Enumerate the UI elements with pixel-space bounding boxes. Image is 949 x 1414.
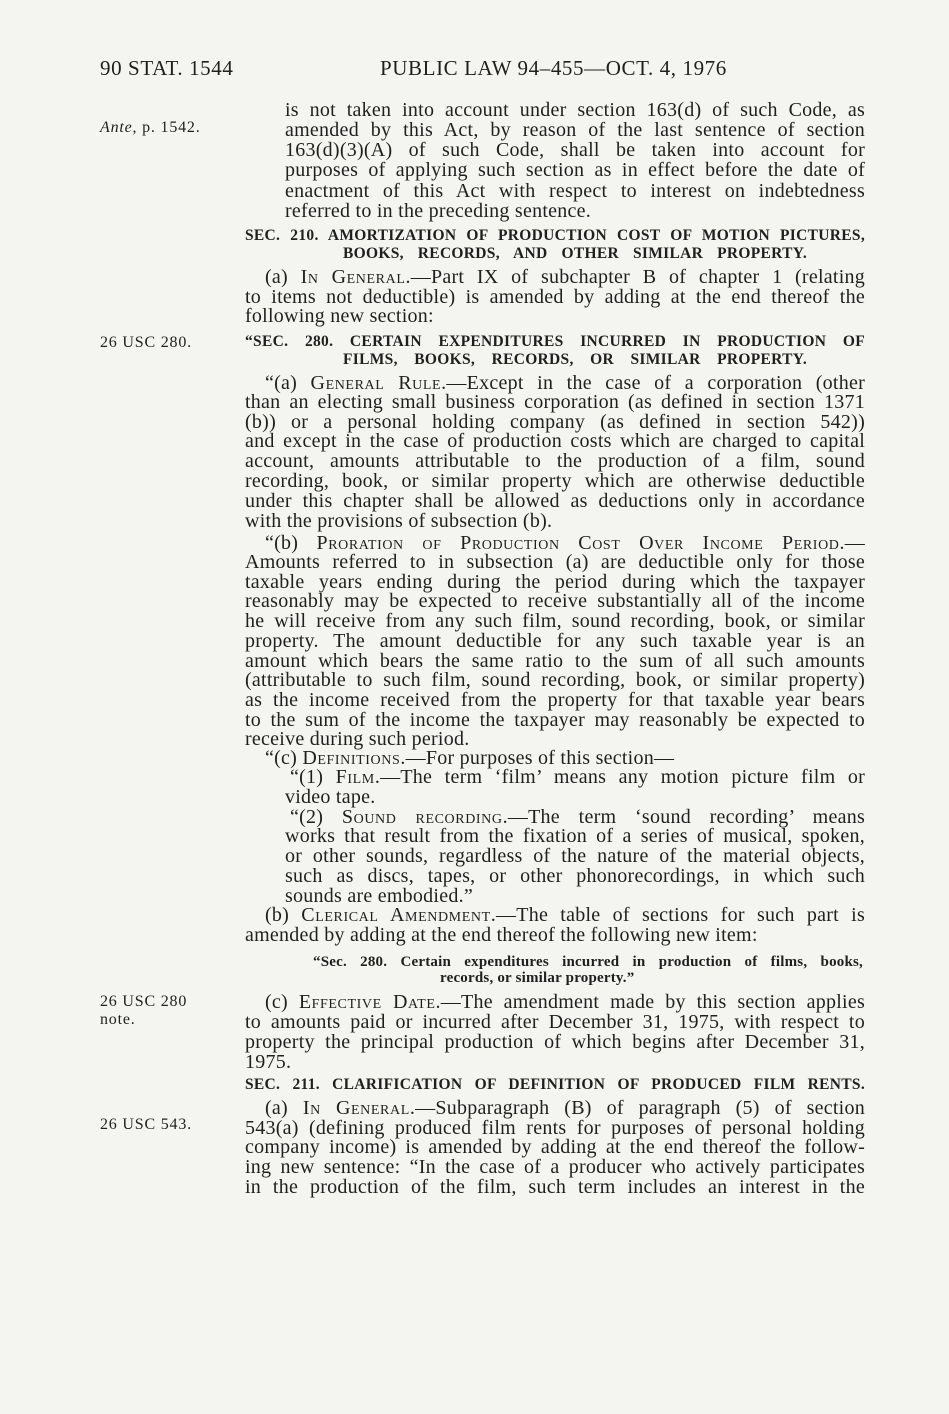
sec-210-heading: SEC. 210. AMORTIZATION OF PRODUCTION COST OF MOTION PICTURES, — [245, 227, 865, 244]
sec-280-subsection-a-line: account, amounts attributable to the production of a film, sound — [245, 450, 865, 472]
definition-film — [290, 766, 865, 788]
carryover-line: amended by this Act, by reason of the last sentence of section — [285, 119, 865, 141]
subsection-number: (b) — [265, 904, 302, 926]
subsection-text: .—The table of sections for such part is — [490, 904, 865, 926]
subsection-caption: Proration of Production Cost Over Income Period — [316, 532, 840, 554]
subsection-text: .—The amendment made by this section applies — [435, 991, 866, 1013]
law-title-header: PUBLIC LAW 94–455—OCT. 4, 1976 — [380, 56, 727, 80]
sec-210-subsection-a-line: following new section: — [245, 305, 434, 327]
sec-280-subsection-a-line: (b)) or a personal holding company (as defined in section 542)) — [245, 411, 865, 433]
sec-211-subsection-a-line: company income) is amended by adding at the end thereof the follow- — [245, 1136, 865, 1158]
subsection-caption: General Rule — [310, 372, 442, 394]
subsection-text: .—Part IX of subchapter B of chapter 1 (relating — [405, 266, 865, 288]
sec-280-subsection-b-line: taxable years ending during the period during which the taxpayer — [245, 571, 865, 593]
paragraph-text: .—The term ‘film’ means any motion picture film or — [374, 766, 865, 788]
paragraph-text: .—The term ‘sound recording’ means — [502, 806, 865, 828]
sec-280-subsection-b-line: (attributable to such film, sound recording, book, or similar property) — [245, 669, 865, 691]
definition-sound-recording-line: works that result from the fixation of a series of musical, spoken, — [285, 825, 865, 847]
margin-note-usc-280-note-line2: note. — [100, 1011, 136, 1028]
margin-note-usc-280: 26 USC 280. — [100, 334, 192, 351]
sec-210-heading: BOOKS, RECORDS, AND OTHER SIMILAR PROPERTY. — [343, 245, 807, 262]
sec-280-subsection-b-line: reasonably may be expected to receive substantially all of the income — [245, 590, 865, 612]
subsection-text: .—Subparagraph (B) of paragraph (5) of section — [409, 1097, 865, 1119]
subsection-caption: Clerical Amendment — [301, 904, 491, 926]
margin-note-usc-280-note-line1: 26 USC 280 — [100, 993, 188, 1010]
sec-280-subsection-a-line: under this chapter shall be allowed as deductions only in accordance — [245, 490, 865, 512]
subsection-caption: Definitions — [302, 747, 401, 769]
sec-280-subsection-b-line: Amounts referred to in subsection (a) are deductible only for those — [245, 551, 865, 573]
carryover-line: enactment of this Act with respect to interest on indebtedness — [285, 180, 865, 202]
subsection-number: “(a) — [265, 372, 311, 394]
subsection-number: (a) — [265, 266, 301, 288]
subsection-text: .—Except in the case of a corporation (other — [441, 372, 865, 394]
sec-280-subsection-a-line: than an electing small business corporation (as defined in section 1371 — [245, 391, 865, 413]
sec-211-subsection-a — [265, 1097, 865, 1119]
sec-211-subsection-a-line: ing new sentence: “In the case of a producer who actively participates — [245, 1156, 865, 1178]
definition-sound-recording-line: such as discs, tapes, or other phonorecordings, in which such — [285, 865, 865, 887]
sec-280-subsection-a-line: with the provisions of subsection (b). — [245, 510, 553, 532]
carryover-line: purposes of applying such section as in effect before the date of — [285, 159, 865, 181]
sec-280-subsection-b-line: property. The amount deductible for any such taxable year is an — [245, 630, 865, 652]
sec-280-subsection-b-line: amount which bears the same ratio to the sum of all such amounts — [245, 650, 865, 672]
subsection-number: (c) — [265, 991, 299, 1013]
subsection-caption: In General — [300, 266, 406, 288]
sec-210-subsection-c — [265, 991, 865, 1013]
sec-280-subsection-b-line: to the sum of the income the taxpayer may reasonably be expected to — [245, 709, 865, 731]
sec-280-subsection-b-line: he will receive from any such film, sound recording, book, or similar — [245, 610, 865, 632]
definition-sound-recording-line: or other sounds, regardless of the nature of the material objects, — [285, 845, 865, 867]
paragraph-caption: Film — [335, 766, 375, 788]
sec-280-heading: “SEC. 280. CERTAIN EXPENDITURES INCURRED IN PRODUCTION OF — [245, 333, 865, 350]
sec-210-subsection-a — [265, 266, 865, 288]
margin-note-ante-ref: , p. 1542. — [132, 119, 201, 136]
table-of-sections-item: records, or similar property.” — [440, 970, 635, 986]
sec-210-subsection-c-line: 1975. — [245, 1051, 292, 1073]
paragraph-number: “(1) — [290, 766, 336, 788]
stat-page-number: 90 STAT. 1544 — [100, 56, 234, 80]
subsection-text: .— — [839, 532, 865, 554]
sec-210-subsection-b — [265, 904, 865, 926]
definition-sound-recording-line: sounds are embodied.” — [285, 885, 473, 907]
sec-210-subsection-b-line: amended by adding at the end thereof the following new item: — [245, 924, 758, 946]
carryover-line: is not taken into account under section 163(d) of such Code, as — [285, 99, 865, 121]
sec-280-subsection-b-line: receive during such period. — [245, 728, 470, 750]
sec-210-subsection-c-line: to amounts paid or incurred after December 31, 1975, with respect to — [245, 1011, 865, 1033]
margin-note-ante — [100, 119, 201, 137]
carryover-line: 163(d)(3)(A) of such Code, shall be taken into account for — [285, 139, 865, 161]
margin-note-usc-543: 26 USC 543. — [100, 1116, 192, 1133]
sec-211-subsection-a-line: 543(a) (defining produced film rents for purposes of personal holding — [245, 1117, 865, 1139]
definition-film-line: video tape. — [285, 786, 376, 808]
sec-210-subsection-c-line: property the principal production of which begins after December 31, — [245, 1031, 865, 1053]
paragraph-caption: Sound recording — [341, 806, 503, 828]
sec-211-heading: SEC. 211. CLARIFICATION OF DEFINITION OF PRODUCED FILM RENTS. — [245, 1076, 865, 1093]
subsection-number: (a) — [265, 1097, 303, 1119]
subsection-caption: In General — [302, 1097, 410, 1119]
paragraph-number: “(2) — [290, 806, 342, 828]
sec-280-subsection-a-line: and except in the case of production costs which are charged to capital — [245, 430, 865, 452]
sec-280-heading: FILMS, BOOKS, RECORDS, OR SIMILAR PROPERTY. — [343, 351, 807, 368]
margin-note-ante-italic: Ante — [100, 119, 133, 136]
subsection-text: .—For purposes of this section— — [400, 747, 675, 769]
carryover-line: referred to in the preceding sentence. — [285, 200, 592, 222]
subsection-caption: Effective Date — [298, 991, 436, 1013]
sec-211-subsection-a-line: in the production of the film, such term includes an interest in the — [245, 1176, 865, 1198]
sec-210-subsection-a-line: to items not deductible) is amended by adding at the end thereof the — [245, 286, 865, 308]
sec-280-subsection-a-line: recording, book, or similar property which are otherwise deductible — [245, 470, 865, 492]
table-of-sections-item: “Sec. 280. Certain expenditures incurred in production of films, books, — [313, 954, 863, 970]
subsection-number: “(b) — [265, 532, 317, 554]
sec-280-subsection-b-line: as the income received from the property for that taxable year bears — [245, 689, 865, 711]
subsection-number: “(c) — [265, 747, 303, 769]
